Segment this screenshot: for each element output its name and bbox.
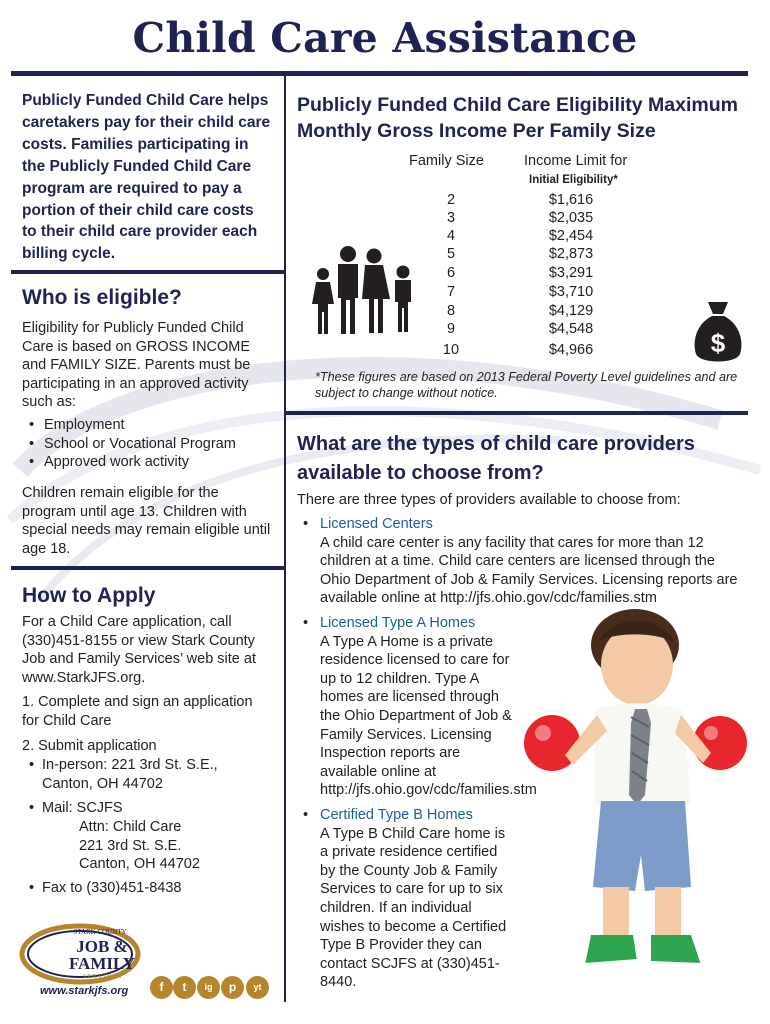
provider-title: Certified Type B Homes	[320, 807, 473, 823]
list-item: • School or Vocational Program	[22, 435, 272, 454]
eligible-age-note: Children remain eligible for the program until age 13. Children with special needs may remain eligible until age 18.	[22, 485, 271, 557]
provider-title-row	[301, 515, 741, 534]
apply-step-1: 1. Complete and sign an application for Child Care	[22, 694, 253, 729]
logo-services-text: S E R V I C E S	[82, 974, 122, 980]
provider-item	[301, 806, 515, 992]
family-size-cell: 7	[446, 284, 456, 300]
mail-option	[22, 799, 270, 818]
provider-description: A child care center is any facility that cares for more than 12 children at a time. Child care centers are licensed through the Ohio Department of Job & Family Services. Licensing reports are available online at http://jfs.ohio.gov/cdc/families.stm	[320, 534, 738, 607]
family-size-cell: 2	[446, 192, 456, 208]
provider-title: Licensed Type A Homes	[320, 615, 476, 631]
logo-job-text: JOB &	[76, 937, 128, 956]
family-size-cell: 6	[446, 265, 456, 281]
provider-description: A Type B Child Care home is a private residence certified by the County Job & Family Services to care for up to six children. If an individual wishes to become a Certified Type B Provider they can contact SCJFS at (330)451-8440.	[320, 825, 507, 991]
bullet-icon: •	[303, 807, 309, 823]
providers-intro: There are three types of providers available to choose from:	[297, 492, 681, 508]
mail-address	[79, 818, 269, 874]
income-cell: $3,710	[548, 284, 594, 300]
income-cell: $2,454	[548, 228, 594, 244]
child-with-balls-photo	[515, 605, 765, 997]
intro-text: Publicly Funded Child Care helps caretakers pay for their child care costs. Families participating in the Publicly Funded Child Care program are required to pay a portion of their child care costs to their child care provider each billing cycle.	[22, 92, 271, 263]
dollar-sign-text: $	[710, 328, 726, 358]
submit-options	[22, 756, 270, 793]
provider-title-row	[301, 614, 515, 633]
family-size-cell: 10	[442, 342, 460, 358]
column-divider	[284, 76, 286, 1002]
income-cell: $2,035	[548, 210, 594, 226]
income-cell: $4,966	[548, 342, 594, 358]
fax-option	[22, 879, 270, 898]
list-item: • Approved work activity	[22, 453, 272, 472]
family-size-cell: 4	[446, 228, 456, 244]
provider-item	[301, 614, 537, 800]
stark-county-jfs-logo	[18, 916, 148, 986]
instagram-icon[interactable]: ig	[197, 976, 220, 999]
family-size-cell: 3	[446, 210, 456, 226]
youtube-icon[interactable]: yt	[246, 976, 269, 999]
facebook-icon[interactable]: f	[150, 976, 173, 999]
income-cell: $4,129	[548, 303, 594, 319]
provider-item	[301, 515, 741, 608]
apply-step-2: 2. Submit application	[22, 738, 157, 754]
mail-line: Attn: Child Care	[79, 819, 182, 835]
provider-title-row	[301, 806, 515, 825]
table-heading: Publicly Funded Child Care Eligibility Maximum Monthly Gross Income Per Family Size	[297, 94, 738, 142]
family-size-header: Family Size	[409, 153, 484, 169]
website-link[interactable]: www.starkjfs.org	[40, 985, 129, 997]
apply-text: For a Child Care application, call (330)451-8155 or view Stark County Job and Family Services’ web site at www.StarkJFS.org.	[22, 614, 256, 686]
twitter-icon[interactable]: t	[173, 976, 196, 999]
bullet-icon: •	[303, 615, 309, 631]
section-rule	[11, 270, 285, 274]
family-size-cell: 9	[446, 321, 456, 337]
section-rule	[286, 411, 748, 415]
family-size-cell: 5	[446, 246, 456, 262]
income-cell: $2,873	[548, 246, 594, 262]
logo-county-text: STARK COUNTY	[73, 928, 127, 936]
income-cell: $4,548	[548, 321, 594, 337]
list-item: • Mail: SCJFS	[22, 799, 270, 818]
provider-title: Licensed Centers	[320, 516, 433, 532]
family-size-cell: 8	[446, 303, 456, 319]
eligible-heading: Who is eligible?	[22, 286, 182, 309]
list-item: • Fax to (330)451-8438	[22, 879, 270, 898]
list-item: • Employment	[22, 416, 272, 435]
money-bag-icon	[690, 298, 746, 366]
table-footnote: *These figures are based on 2013 Federal Poverty Level guidelines and are subject to change without notice.	[315, 370, 738, 400]
bullet-icon: •	[303, 516, 309, 532]
eligible-text: Eligibility for Publicly Funded Child Care is based on GROSS INCOME and FAMILY SIZE. Parents must be participating in an approved activity such as:	[22, 320, 251, 411]
income-cell: $1,616	[548, 192, 594, 208]
provider-description: A Type A Home is a private residence licensed to care for up to 12 children. Type A homes are licensed through the Ohio Department of Job & Family Services. Licensing Inspection reports are available online at http://jfs.ohio.gov/cdc/families.stm	[320, 633, 537, 799]
mail-line: Canton, OH 44702	[79, 856, 200, 873]
income-limit-header: Income Limit for	[524, 153, 628, 169]
apply-heading: How to Apply	[22, 584, 156, 607]
title-rule	[11, 71, 748, 76]
initial-eligibility-header: Initial Eligibility*	[529, 174, 618, 186]
income-cell: $3,291	[548, 265, 594, 281]
list-item: • In-person: 221 3rd St. S.E., Canton, OH 44702	[22, 756, 270, 793]
page-title: Child Care Assistance	[132, 14, 638, 62]
family-icon	[310, 244, 422, 336]
logo-family-text: FAMILY	[68, 954, 136, 973]
pinterest-icon[interactable]: p	[221, 976, 244, 999]
activity-list	[22, 416, 272, 472]
providers-heading: What are the types of child care providers available to choose from?	[297, 433, 695, 484]
section-rule	[11, 566, 285, 570]
mail-line: 221 3rd St. S.E.	[79, 837, 182, 854]
